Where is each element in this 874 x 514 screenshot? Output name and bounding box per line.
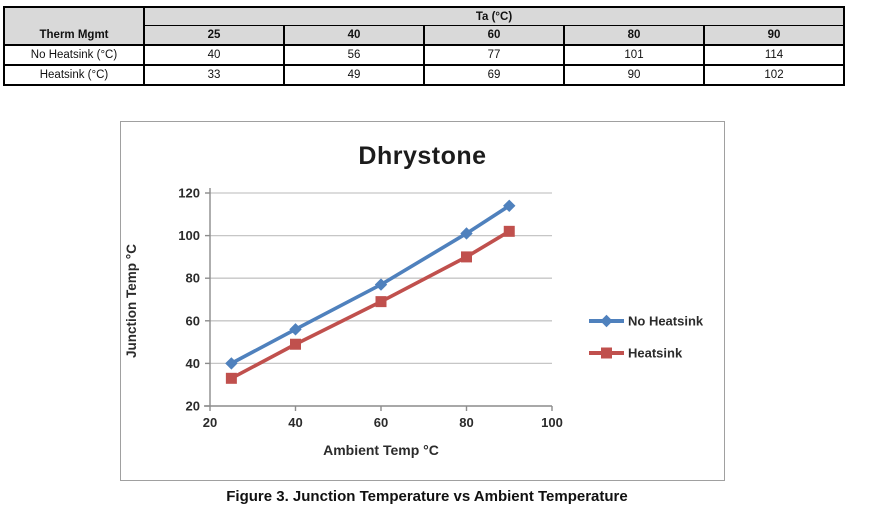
legend-marker-0	[600, 315, 612, 327]
series-marker-1	[504, 226, 515, 237]
row-label: No Heatsink (°C)	[4, 45, 144, 65]
col-header-25: 25	[144, 26, 284, 46]
y-tick-label: 120	[178, 185, 200, 201]
x-tick-label: 20	[202, 415, 218, 430]
row-label: Heatsink (°C)	[4, 65, 144, 85]
x-axis-title: Ambient Temp °C	[323, 442, 439, 458]
cell-value: 90	[564, 65, 704, 85]
cell-value: 49	[284, 65, 424, 85]
series-marker-1	[290, 339, 301, 350]
table-row-heatsink	[4, 65, 844, 85]
cell-value: 77	[424, 45, 564, 65]
legend-label-1: Heatsink	[628, 345, 683, 361]
y-axis-title: Junction Temp °C	[124, 244, 139, 358]
cell-value: 69	[424, 65, 564, 85]
table-header-row-span	[4, 7, 844, 26]
x-tick-label: 80	[459, 415, 474, 430]
table-row-no-heatsink	[4, 45, 844, 65]
legend-label-0: No Heatsink	[628, 313, 704, 329]
cell-value: 56	[284, 45, 424, 65]
cell-value: 40	[144, 45, 284, 65]
series-marker-1	[376, 296, 387, 307]
y-tick-label: 20	[185, 398, 200, 414]
col-header-80: 80	[564, 26, 704, 46]
y-tick-label: 80	[185, 270, 200, 286]
chart-title: Dhrystone	[358, 142, 487, 170]
cell-value: 102	[704, 65, 844, 85]
thermal-table	[3, 6, 845, 86]
y-tick-label: 40	[185, 355, 200, 371]
x-tick-label: 60	[373, 415, 389, 430]
cell-value: 114	[704, 45, 844, 65]
y-tick-label: 100	[178, 228, 200, 244]
series-marker-1	[461, 251, 472, 262]
col-header-90: 90	[704, 26, 844, 46]
cell-value: 101	[564, 45, 704, 65]
x-tick-label: 100	[541, 415, 563, 430]
y-tick-label: 60	[185, 313, 200, 329]
chart-canvas	[121, 122, 724, 480]
x-tick-label: 40	[288, 415, 303, 430]
chart-frame	[120, 121, 725, 481]
row-header-cell: Therm Mgmt	[4, 7, 144, 45]
cell-value: 33	[144, 65, 284, 85]
figure-caption: Figure 3. Junction Temperature vs Ambient Temperature	[226, 488, 628, 505]
span-header-cell: Ta (°C)	[144, 7, 844, 26]
series-marker-1	[226, 373, 237, 384]
col-header-40: 40	[284, 26, 424, 46]
legend-marker-1	[601, 348, 612, 359]
col-header-60: 60	[424, 26, 564, 46]
